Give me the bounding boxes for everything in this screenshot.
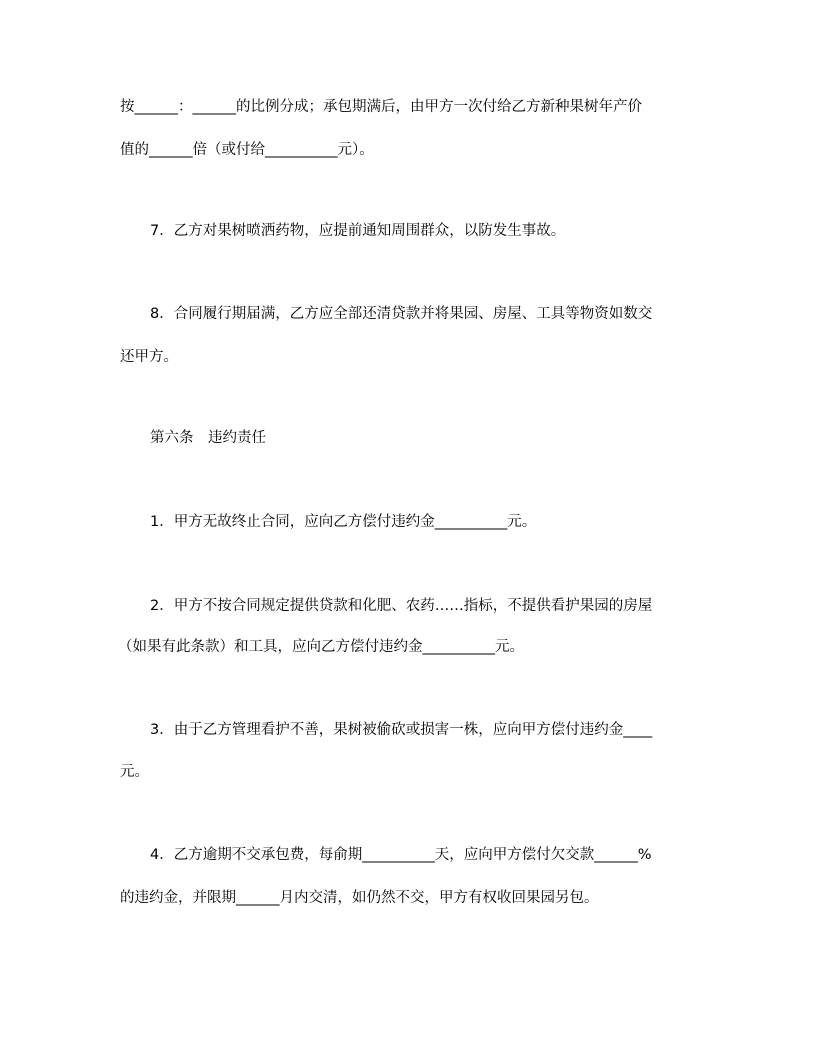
text: 1．甲方无故终止合同，应向乙方偿付违约金__________元。 <box>150 514 537 530</box>
text: 7．乙方对果树喷洒药物，应提前通知周围群众，以防发生事故。 <box>150 223 566 239</box>
paragraph-line <box>0 635 816 659</box>
text: 还甲方。 <box>120 349 178 365</box>
clause-7 <box>0 219 816 243</box>
text: 2．甲方不按合同规定提供贷款和化肥、农药……指标，不提供看护果园的房屋 <box>150 598 653 614</box>
paragraph-line <box>0 138 816 162</box>
clause-1 <box>0 510 816 534</box>
text: （如果有此条款）和工具，应向乙方偿付违约金__________元。 <box>118 639 524 655</box>
paragraph-line <box>0 95 816 119</box>
text: 按______：______的比例分成；承包期满后，由甲方一次付给乙方新种果树年产价 <box>120 99 642 115</box>
paragraph-line <box>0 760 816 784</box>
clause-4 <box>0 843 816 867</box>
text: 3．由于乙方管理看护不善，果树被偷砍或损害一株，应向甲方偿付违约金____ <box>150 722 653 738</box>
text: 元。 <box>120 764 149 780</box>
text: 4．乙方逾期不交承包费，每俞期__________天，应向甲方偿付欠交款______% <box>150 847 652 863</box>
heading-text: 第六条 违约责任 <box>150 430 266 446</box>
clause-2 <box>0 594 816 618</box>
paragraph-line <box>0 345 816 369</box>
paragraph-line <box>0 886 816 910</box>
text: 的违约金，并限期______月内交清，如仍然不交，甲方有权收回果园另包。 <box>120 890 599 906</box>
section-heading <box>0 426 816 450</box>
clause-3 <box>0 718 816 742</box>
clause-8 <box>0 302 816 326</box>
text: 8．合同履行期届满，乙方应全部还清贷款并将果园、房屋、工具等物资如数交 <box>150 306 653 322</box>
text: 值的______倍（或付给__________元）。 <box>120 142 374 158</box>
